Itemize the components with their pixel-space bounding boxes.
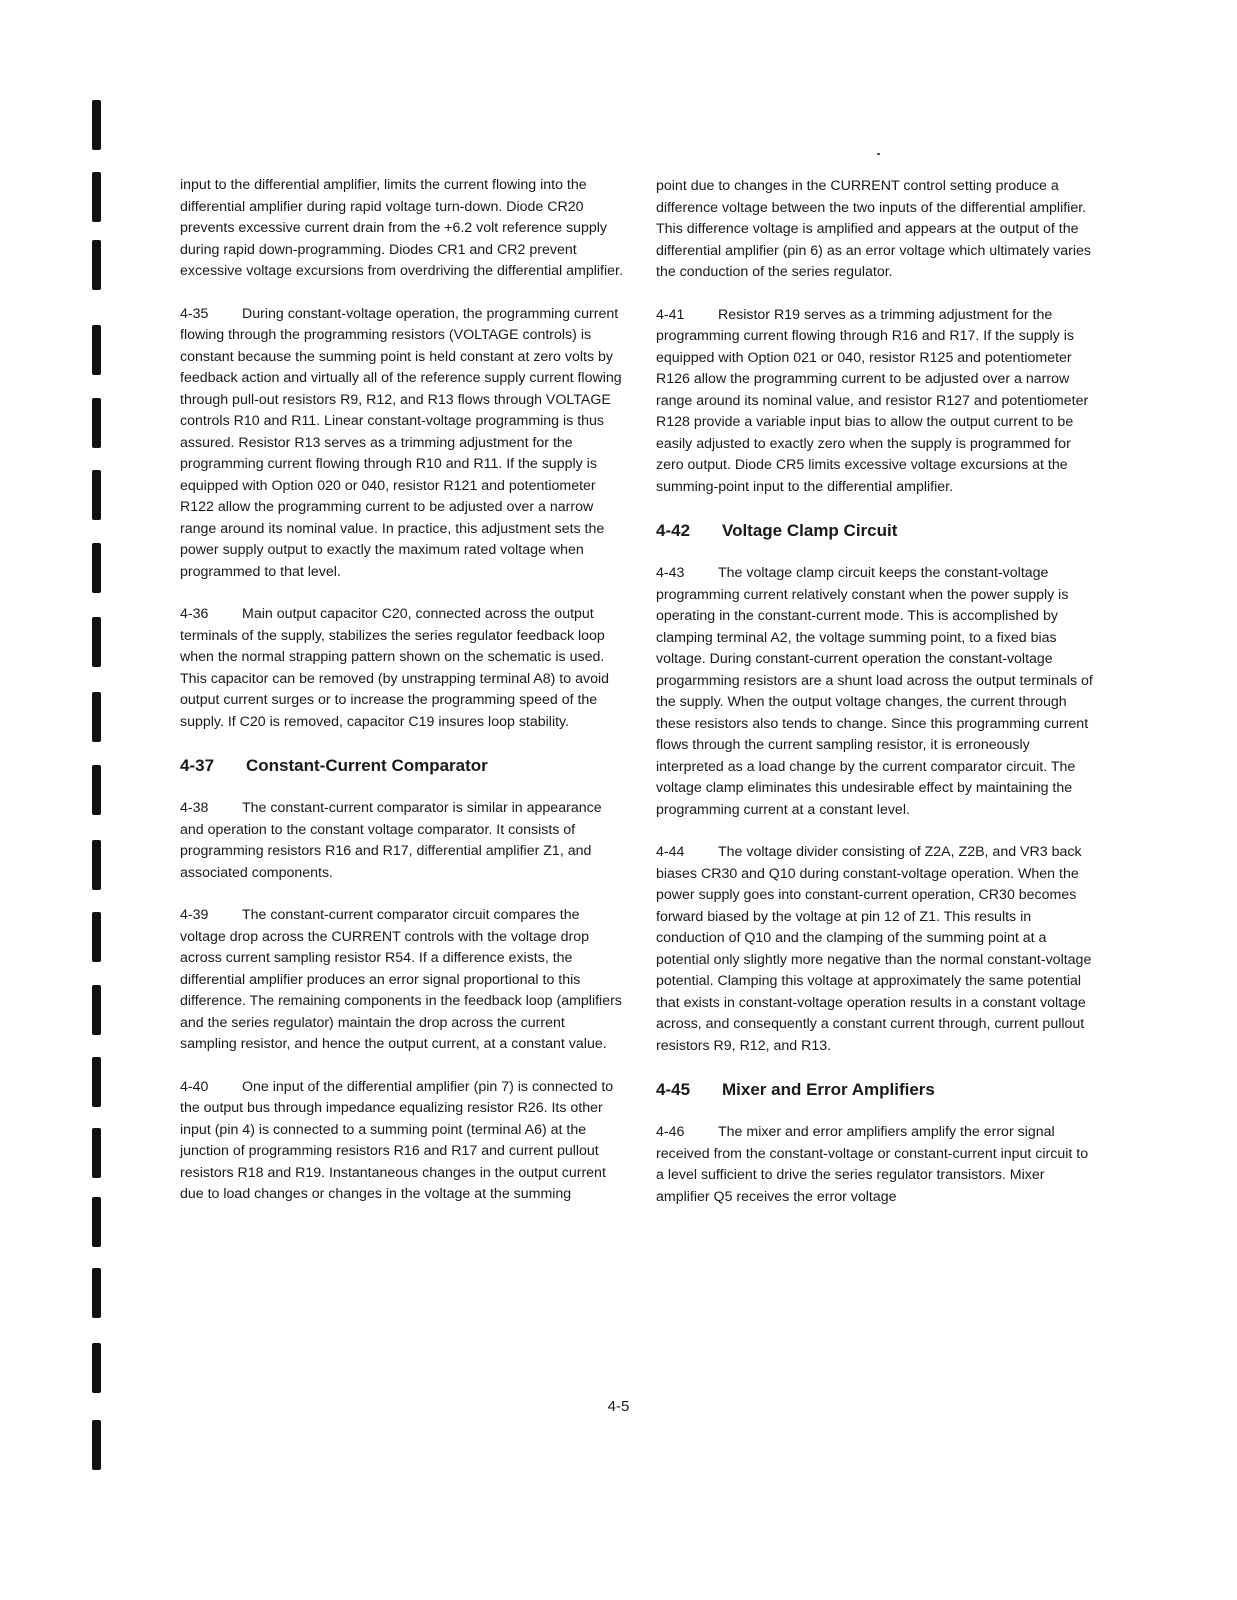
paragraph: [656, 1122, 1096, 1208]
paragraph-number: 4-35: [180, 305, 209, 322]
paragraph-text: The constant-current comparator is similar in appearance and operation to the constant voltage comparator. It consists of programming resistors R16 and R17, differential amplifier Z1, and associated components.: [180, 800, 602, 881]
binding-mark: [92, 1197, 101, 1247]
paragraph-text: The mixer and error amplifiers amplify the error signal received from the constant-voltage or constant-current input circuit to a level sufficient to drive the series regulator transistors. Mixer amplifier Q5 receives the error voltage: [656, 1124, 1089, 1205]
stray-mark: [877, 153, 880, 155]
paragraph-number: 4-44: [656, 844, 685, 860]
paragraph-number: 4-39: [180, 907, 209, 923]
paragraph: [180, 304, 625, 584]
binding-mark: [92, 1057, 101, 1107]
section-heading: [180, 754, 625, 778]
section-title: Voltage Clamp Circuit: [722, 521, 898, 540]
paragraph-text: The voltage clamp circuit keeps the constant-voltage programming current relatively constant when the power supply is operating in the constant-current mode. This is accomplished by clamping terminal A2, the voltage summing point, to a fixed bias voltage. During constant-current operation the constant-voltage progarmming resistors are a shunt load across the output terminals of the supply. When the output voltage changes, the current through these resistors also tends to change. Since this programming current flows through the current sampling resistor, it is erroneously interpreted as a load change by the current comparator circuit. The voltage clamp eliminates this undesirable effect by maintaining the programming current at a constant level.: [656, 565, 1093, 818]
binding-mark: [92, 985, 101, 1035]
paragraph: [180, 1077, 625, 1206]
paragraph-text: One input of the differential amplifier (pin 7) is connected to the output bus through impedance equalizing resistor R26. Its other input (pin 4) is connected to a summing point (terminal A6) at the junction of programming resistors R16 and R17 and current pullout resistors R18 and R19. Instantaneous changes in the output current due to load changes or changes in the voltage at the summing: [180, 1078, 614, 1202]
binding-mark: [92, 617, 101, 667]
paragraph-number: 4-40: [180, 1078, 209, 1095]
binding-mark: [92, 325, 101, 375]
paragraph: [656, 842, 1096, 1057]
right-column: [656, 176, 1096, 1229]
binding-mark: [92, 1128, 101, 1178]
section-title: Mixer and Error Amplifiers: [722, 1080, 935, 1099]
paragraph-text: Main output capacitor C20, connected across the output terminals of the supply, stabilizes the series regulator feedback loop when the normal strapping pattern shown on the schematic is used. This capacitor can be removed (by unstrapping terminal A8) to avoid output current surges or to increase the programming speed of the supply. If C20 is removed, capacitor C19 insures loop stability.: [180, 606, 609, 730]
binding-mark: [92, 765, 101, 815]
section-number: 4-45: [656, 1080, 691, 1099]
paragraph-text: During constant-voltage operation, the programming current flowing through the programming resistors (VOLTAGE controls) is constant because the summing point is held constant at zero volts by feedback action and virtually all of the reference supply current flowing through pull-out resistors R9, R12, and R13 flows through VOLTAGE controls R10 and R11. Linear constant-voltage programming is thus assured. Resistor R13 serves as a trimming adjustment for the programming current flowing through R10 and R11. If the supply is equipped with Option 020 or 040, resistor R121 and potentiometer R122 allow the programming current to be adjusted over a narrow range around its nominal value. In practice, this adjustment sets the power supply output to exactly the maximum rated voltage when programmed to that level.: [180, 305, 622, 580]
binding-mark: [92, 692, 101, 742]
paragraph-text: input to the differential amplifier, limits the current flowing into the differential amplifier during rapid voltage turn-down. Diode CR20 prevents excessive current drain from the +6.2 volt reference supply during rapid down-programming. Diodes CR1 and CR2 prevent excessive voltage excursions from overdriving the differential amplifier.: [180, 177, 623, 279]
paragraph: [656, 563, 1096, 821]
left-column: [180, 175, 625, 1227]
paragraph-number: 4-46: [656, 1124, 685, 1140]
section-heading: [656, 1078, 1096, 1102]
paragraph: [180, 175, 625, 283]
paragraph-number: 4-38: [180, 800, 209, 816]
paragraph-text: point due to changes in the CURRENT control setting produce a difference voltage between the two inputs of the differential amplifier. This difference voltage is amplified and appears at the output of the differential amplifier (pin 6) as an error voltage which ultimately varies the conduction of the series regulator.: [656, 178, 1092, 280]
paragraph-number: 4-36: [180, 606, 209, 622]
paragraph: [180, 604, 625, 733]
paragraph-text: Resistor R19 serves as a trimming adjustment for the programming current flowing through R16 and R17. If the supply is equipped with Option 021 or 040, resistor R125 and potentiometer R126 allow the programming current to be adjusted over a narrow range around its nominal value, and resistor R127 and potentiometer R128 provide a variable input bias to allow the output current to be easily adjusted to exactly zero when the supply is programmed for zero output. Diode CR5 limits excessive voltage excursions at the summing-point input to the differential amplifier.: [656, 306, 1089, 495]
binding-mark: [92, 470, 101, 520]
binding-mark: [92, 1420, 101, 1470]
paragraph: [656, 176, 1096, 284]
paragraph-number: 4-41: [656, 306, 685, 323]
section-title: Constant-Current Comparator: [246, 756, 488, 775]
binding-mark: [92, 100, 101, 150]
binding-mark: [92, 1343, 101, 1393]
binding-mark: [92, 1268, 101, 1318]
section-number: 4-42: [656, 521, 691, 540]
section-number: 4-37: [180, 756, 215, 775]
paragraph: [656, 305, 1096, 499]
paragraph-number: 4-43: [656, 565, 685, 581]
section-heading: [656, 519, 1096, 543]
paragraph-text: The constant-current comparator circuit compares the voltage drop across the CURRENT controls with the voltage drop across current sampling resistor R54. If a difference exists, the differential amplifier produces an error signal proportional to this difference. The remaining components in the feedback loop (amplifiers and the series regulator) maintain the drop across the current sampling resistor, and hence the output current, at a constant value.: [180, 907, 622, 1052]
paragraph: [180, 798, 625, 884]
page-number: 4-5: [607, 1398, 630, 1415]
binding-mark: [92, 240, 101, 290]
paragraph: [180, 905, 625, 1056]
binding-mark: [92, 912, 101, 962]
binding-mark: [92, 398, 101, 448]
binding-mark: [92, 840, 101, 890]
paragraph-text: The voltage divider consisting of Z2A, Z2B, and VR3 back biases CR30 and Q10 during constant-voltage operation. When the power supply goes into constant-current operation, CR30 becomes forward biased by the voltage at pin 12 of Z1. This results in conduction of Q10 and the clamping of the summing point at a potential only slightly more negative than the normal constant-voltage potential. Clamping this voltage at approximately the same potential that exists in constant-voltage operation results in a constant voltage across, and consequently a constant current through, current pullout resistors R9, R12, and R13.: [656, 844, 1092, 1054]
binding-mark: [92, 172, 101, 222]
binding-mark: [92, 543, 101, 593]
